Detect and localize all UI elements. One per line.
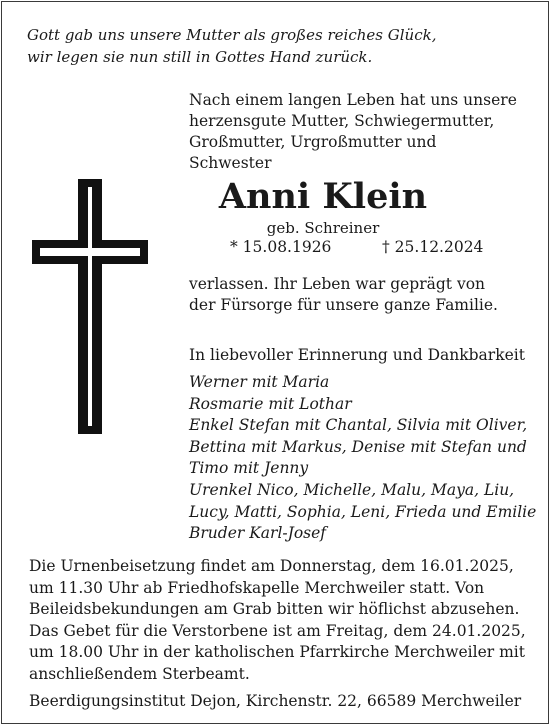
intro-line: Großmutter, Urgroßmutter und (189, 133, 437, 151)
funeral-line: um 11.30 Uhr ab Friedhofskapelle Merchweiler statt. Von (29, 578, 485, 597)
verse-line: wir legen sie nun still in Gottes Hand zurück. (27, 48, 373, 66)
mourner-line: Bettina mit Markus, Denise mit Stefan und (189, 437, 527, 456)
mourner-line: Enkel Stefan mit Chantal, Silvia mit Oliver, (189, 416, 528, 435)
intro-line: herzensgute Mutter, Schwiegermutter, (189, 112, 495, 130)
mourner-line: Urenkel Nico, Michelle, Malu, Maya, Liu, (189, 480, 515, 499)
mourner-line: Werner mit Maria (189, 373, 330, 391)
mourner-line: Lucy, Matti, Sophia, Leni, Frieda und Emilie (189, 502, 537, 521)
maiden-name: geb. Schreiner (266, 219, 380, 237)
funeral-line: anschließendem Sterbeamt. (29, 664, 250, 683)
verse (27, 24, 527, 68)
verse-line: Gott gab uns unsere Mutter als großes reiches Glück, (27, 26, 437, 44)
intro-text (189, 90, 534, 174)
mourner-line: Bruder Karl-Josef (189, 524, 327, 543)
obituary-notice (1, 1, 549, 724)
mourner-line: Rosmarie mit Lothar (189, 394, 352, 413)
funeral-line: um 18.00 Uhr in der katholischen Pfarrkirche Merchweiler mit (29, 643, 525, 662)
remembrance-line: In liebevoller Erinnerung und Dankbarkeit (189, 346, 525, 364)
funeral-home: Beerdigungsinstitut Dejon, Kirchenstr. 22, 66589 Merchweiler (29, 692, 522, 710)
life-line: der Fürsorge für unsere ganze Familie. (189, 296, 498, 314)
funeral-line: Die Urnenbeisetzung findet am Donnerstag, dem 16.01.2025, (29, 557, 514, 575)
birth-date: * 15.08.1926 (230, 238, 332, 256)
funeral-line: Das Gebet für die Verstorbene ist am Freitag, dem 24.01.2025, (29, 621, 526, 640)
mourners-list (189, 372, 537, 545)
funeral-info (29, 556, 529, 686)
mourner-line: Timo mit Jenny (189, 459, 309, 478)
intro-line: Nach einem langen Leben hat uns unsere (189, 91, 517, 109)
death-date: † 25.12.2024 (382, 238, 484, 256)
life-line: verlassen. Ihr Leben war geprägt von (189, 275, 486, 293)
funeral-line: Beileidsbekundungen am Grab bitten wir höflichst abzusehen. (29, 600, 520, 619)
life-text (189, 274, 534, 316)
deceased-name: Anni Klein (218, 176, 428, 217)
cross-icon (32, 179, 148, 438)
intro-line: Schwester (189, 154, 272, 172)
